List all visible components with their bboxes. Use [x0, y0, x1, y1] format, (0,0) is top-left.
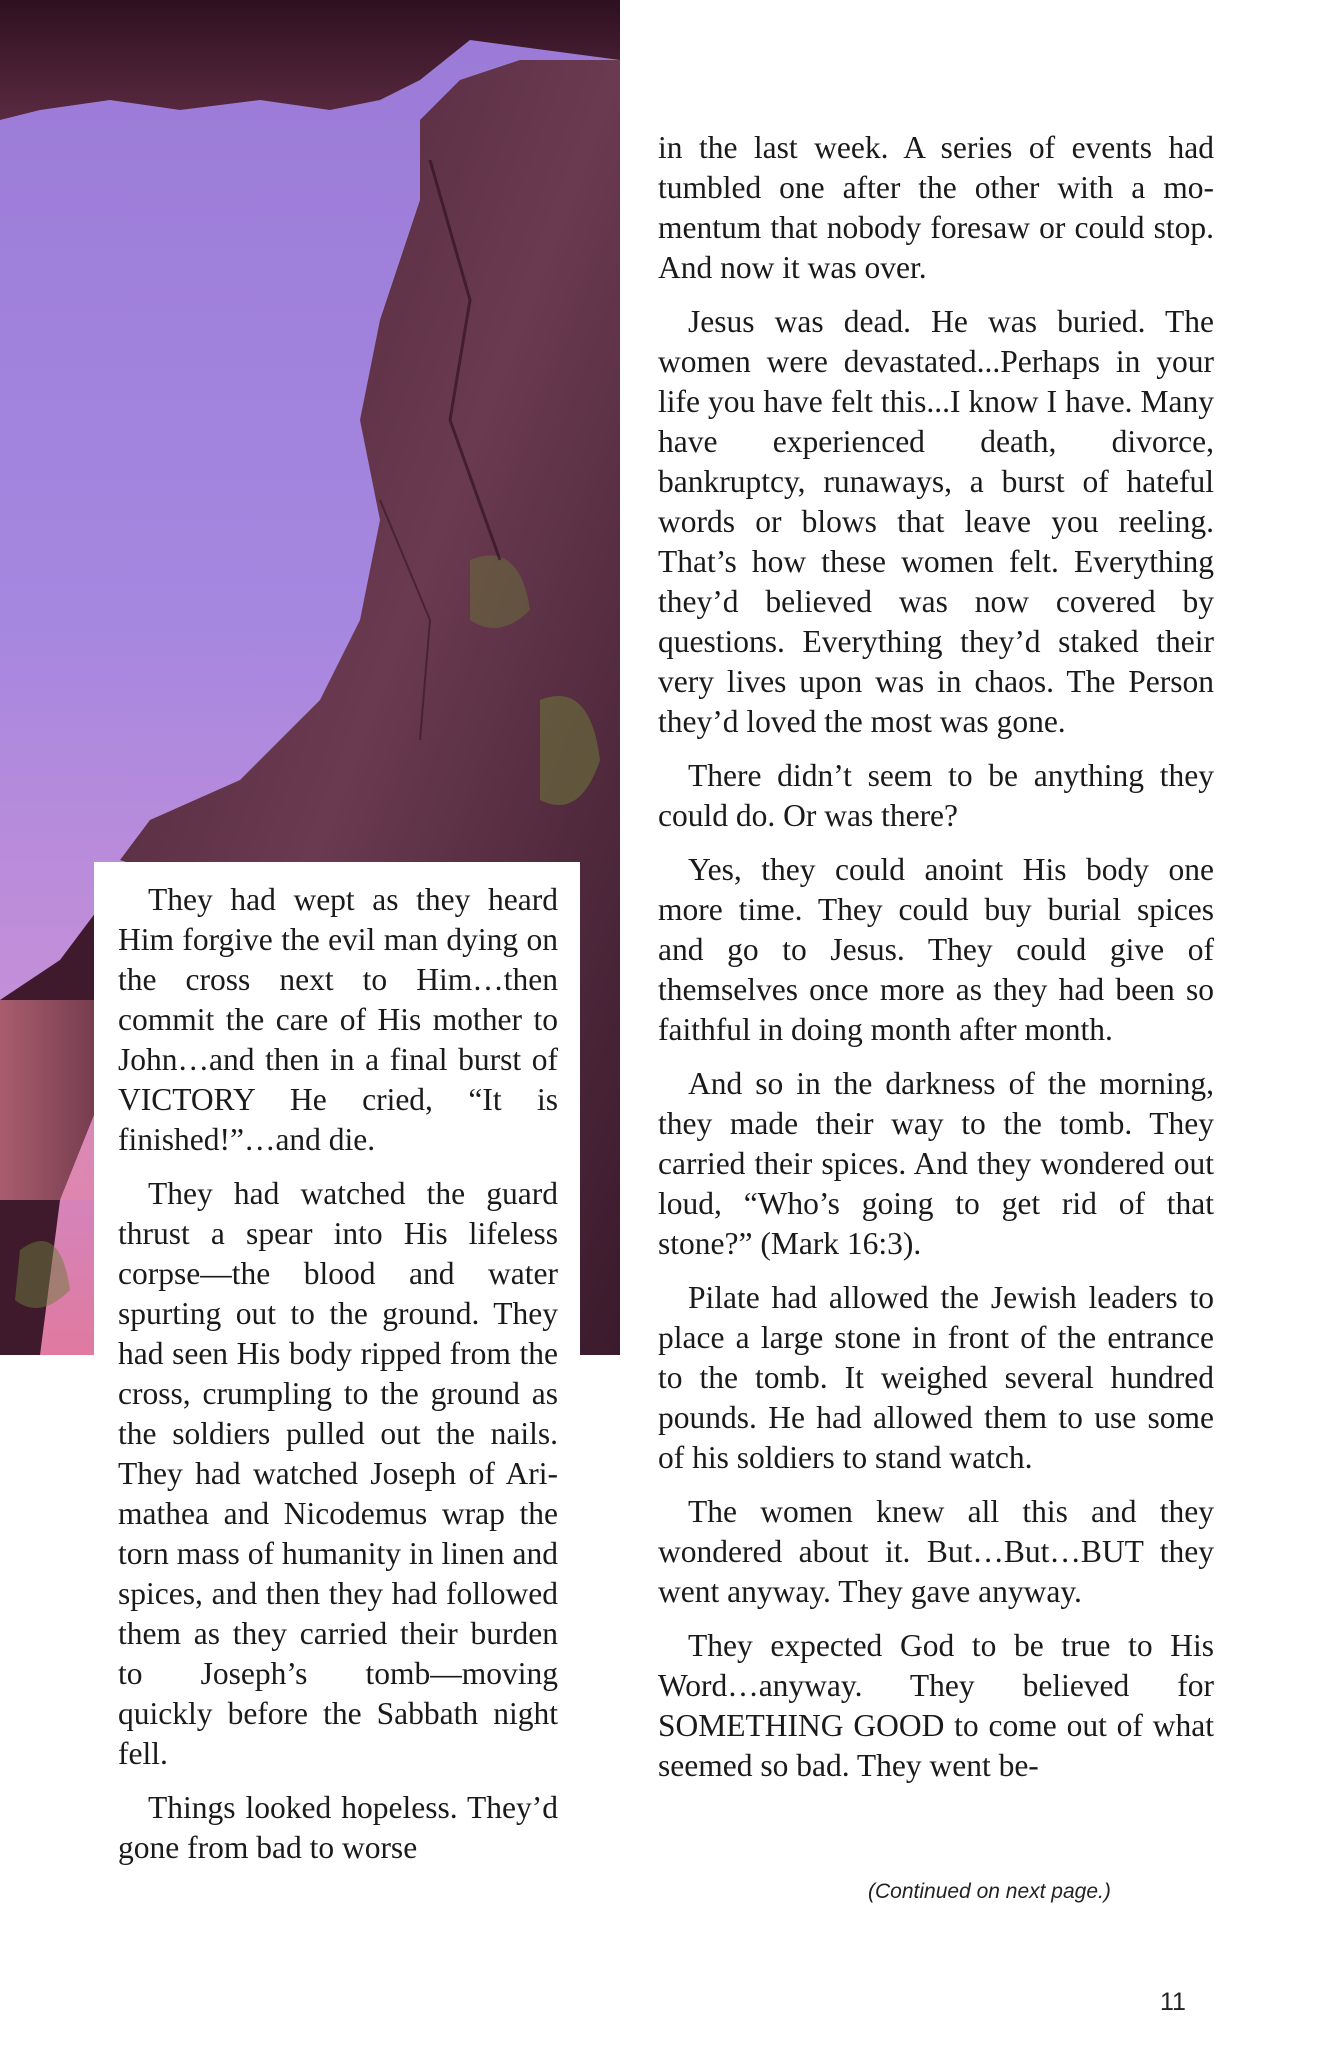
right-text-column — [658, 128, 1214, 1800]
paragraph: The women knew all this and they wondered about it. But…But…BUT they went anyway. They gave anyway. — [658, 1494, 1214, 1609]
continued-note: (Continued on next page.) — [868, 1880, 1111, 1903]
paragraph: There didn’t seem to be anything they could do. Or was there? — [658, 758, 1214, 833]
paragraph: They had wept as they heard Him forgive the evil man dying on the cross next to Him…then commit the care of His mother to John…and then in a final burst of VICTORY He cried, “It is finished!”…and die. — [118, 882, 558, 1157]
paragraph: in the last week. A series of events had tumbled one after the other with a momentum that nobody foresaw or could stop. And now it was over. — [658, 130, 1214, 285]
paragraph: And so in the darkness of the morning, they made their way to the tomb. They carried their spices. And they wondered out loud, “Who’s going to get rid of that stone?” (Mark 16:3). — [658, 1066, 1214, 1261]
paragraph: Yes, they could anoint His body one more time. They could buy burial spices and go to Jesus. They could give of themselves once more as they had been so faithful in doing month after month. — [658, 852, 1214, 1047]
left-text-column — [118, 880, 558, 1882]
page-number: 11 — [1160, 1988, 1186, 2016]
paragraph: Things looked hopeless. They’d gone from bad to worse — [118, 1790, 558, 1865]
paragraph: Pilate had allowed the Jewish leaders to place a large stone in front of the entrance to the tomb. It weighed several hundred pounds. He had allowed them to use some of his soldiers to stand watch. — [658, 1280, 1214, 1475]
paragraph: They expected God to be true to His Word…anyway. They believed for SOMETHING GOOD to come out of what seemed so bad. They went be- — [658, 1628, 1214, 1783]
paragraph: They had watched the guard thrust a spear into His lifeless corpse—the blood and water spurting out to the ground. They had seen His body ripped from the cross, crumpling to the ground as the soldiers pulled out the nails. They had watched Joseph of Arimathea and Nicodemus wrap the torn mass of humanity in linen and spices, and then they had followed them as they carried their burden to Joseph’s tomb—moving quickly before the Sabbath night fell. — [118, 1176, 558, 1771]
paragraph: Jesus was dead. He was buried. The women were devastated...Perhaps in your life you have felt this...I know I have. Many have experienced death, divorce, bankruptcy, runaways, a burst of hateful words or blows that leave you reeling. That’s how these women felt. Everything they’d believed was now covered by questions. Everything they’d staked their very lives upon was in chaos. The Person they’d loved the most was gone. — [658, 304, 1214, 739]
